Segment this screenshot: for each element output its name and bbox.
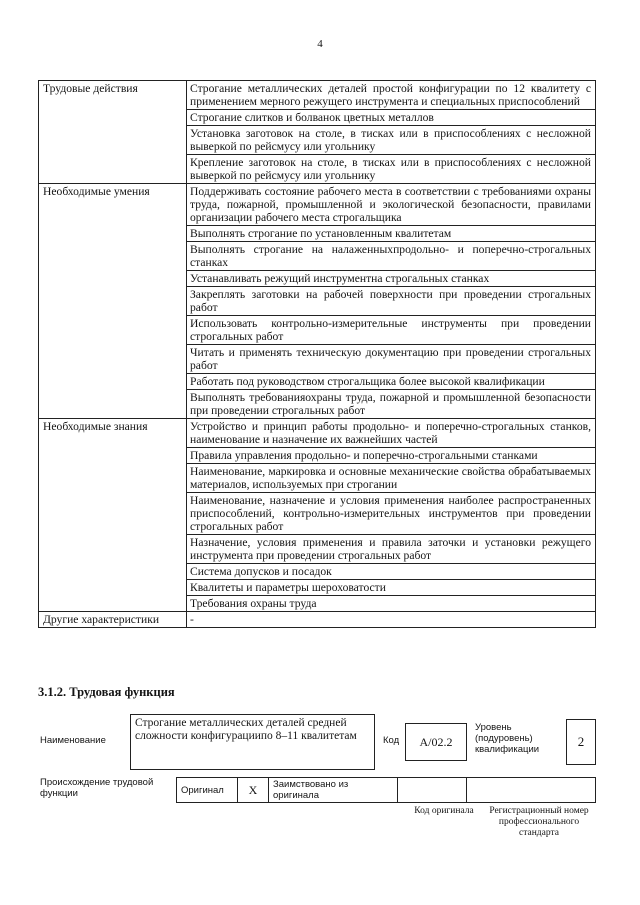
item-cell: Требования охраны труда: [187, 596, 596, 612]
table-row: [39, 81, 596, 110]
qualification-level-box: 2: [566, 719, 596, 765]
code-original-caption: Код оригинала: [414, 806, 474, 816]
function-name-box: Строгание металлических деталей средней сложности конфигурациипо 8–11 квалитетам: [130, 714, 375, 770]
item-cell: Строгание слитков и болванок цветных металлов: [187, 110, 596, 126]
item-cell: Наименование, маркировка и основные механические свойства обрабатываемых материалов, используемых при строгании: [187, 464, 596, 493]
table-row: [39, 612, 596, 628]
item-cell: Использовать контрольно-измерительные инструменты при проведении строгальных работ: [187, 316, 596, 345]
reg-number-caption: Регистрационный номер профессионального стандарта: [489, 806, 589, 838]
item-cell: Крепление заготовок на столе, в тисках или в приспособлениях с несложной выверкой по рейсмусу или угольнику: [187, 155, 596, 184]
page-number: 4: [317, 38, 323, 50]
section-title: 3.1.2. Трудовая функция: [38, 685, 175, 699]
borrowed-label: Заимствовано из оригинала: [269, 778, 398, 803]
category-cell: Другие характеристики: [39, 612, 187, 628]
reg-number-cell: [467, 778, 596, 803]
category-cell: Трудовые действия: [39, 81, 187, 184]
original-mark: X: [238, 778, 269, 803]
table-row: [39, 184, 596, 226]
original-label: Оригинал: [177, 778, 238, 803]
name-label: Наименование: [40, 735, 106, 746]
item-cell: Работать под руководством строгальщика более высокой квалификации: [187, 374, 596, 390]
item-cell: Устройство и принцип работы продольно- и поперечно-строгальных станков, наименование и назначение их важнейших частей: [187, 419, 596, 448]
item-cell: Наименование, назначение и условия применения наиболее распространенных приспособлений, контрольно-измерительных инструментов при проведении строгальных работ: [187, 493, 596, 535]
item-cell: Выполнять требованияохраны труда, пожарной и промышленной безопасности при проведении строгальных работ: [187, 390, 596, 419]
item-cell: Квалитеты и параметры шероховатости: [187, 580, 596, 596]
work-function-table: [38, 80, 596, 628]
code-label: Код: [383, 735, 400, 746]
code-original-cell: [398, 778, 467, 803]
item-cell: Устанавливать режущий инструментна строгальных станках: [187, 271, 596, 287]
item-cell: -: [187, 612, 596, 628]
item-cell: Закреплять заготовки на рабочей поверхности при проведении строгальных работ: [187, 287, 596, 316]
item-cell: Система допусков и посадок: [187, 564, 596, 580]
item-cell: Выполнять строгание по установленным квалитетам: [187, 226, 596, 242]
item-cell: Поддерживать состояние рабочего места в соответствии с требованиями охраны труда, пожарной, промышленной и экологической безопасности, правилами организации рабочего места строгальщика: [187, 184, 596, 226]
item-cell: Установка заготовок на столе, в тисках или в приспособлениях с несложной выверкой по рейсмусу или угольнику: [187, 126, 596, 155]
item-cell: Строгание металлических деталей простой конфигурации по 12 квалитету с применением мерного режущего инструмента и специальных приспособлений: [187, 81, 596, 110]
table-row: [39, 419, 596, 448]
origin-label: Происхождение трудовой функции: [40, 777, 154, 799]
item-cell: Правила управления продольно- и поперечно-строгальными станками: [187, 448, 596, 464]
function-code-box: А/02.2: [405, 723, 467, 761]
category-cell: Необходимые умения: [39, 184, 187, 419]
origin-table: [176, 777, 596, 803]
item-cell: Назначение, условия применения и правила заточки и установки режущего инструмента при проведении строгальных работ: [187, 535, 596, 564]
category-cell: Необходимые знания: [39, 419, 187, 612]
level-label: Уровень (подуровень) квалификации: [475, 722, 540, 755]
item-cell: Выполнять строгание на налаженныхпродольно- и поперечно-строгальных станках: [187, 242, 596, 271]
item-cell: Читать и применять техническую документацию при проведении строгальных работ: [187, 345, 596, 374]
